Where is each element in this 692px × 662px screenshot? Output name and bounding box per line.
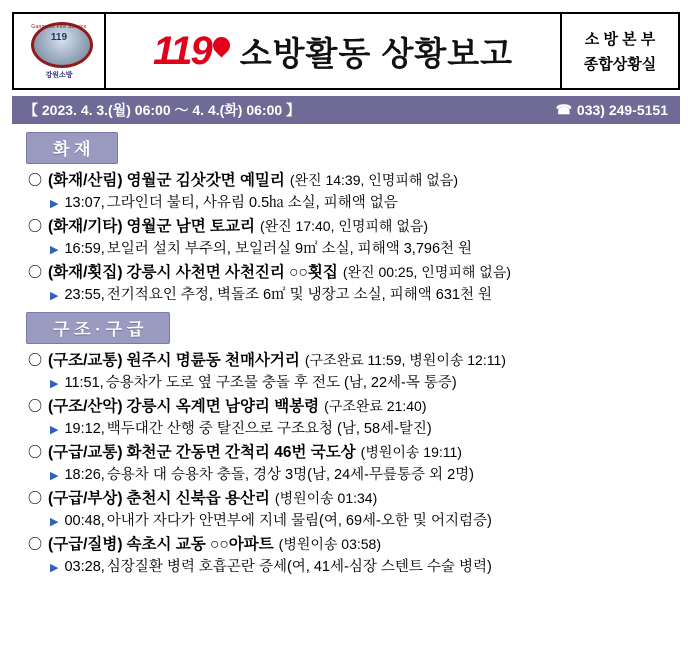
section-fire: [12, 132, 680, 304]
item-detail-text: 아내가 자다가 안면부에 지네 물림(여, 69세-오한 및 어지럼증): [106, 513, 492, 529]
item-detail-text: 보일러 설치 부주의, 보일러실 9㎡ 소실, 피해액 3,796천 원: [106, 241, 473, 257]
fire-item-list: [12, 168, 680, 304]
report-header: [12, 12, 680, 90]
item-detail: [12, 417, 680, 438]
item-detail: [12, 555, 680, 576]
triangle-bullet-icon: ▶: [50, 378, 59, 390]
list-item: [12, 168, 680, 212]
triangle-bullet-icon: ▶: [50, 516, 59, 528]
list-item: [12, 394, 680, 438]
list-item: [12, 440, 680, 484]
logo-119-text: 119: [153, 28, 211, 73]
item-detail-time: 23:55,: [64, 287, 105, 303]
list-item: [12, 532, 680, 576]
item-place: 영월군 남면 토교리: [126, 218, 255, 235]
org-line-1: 소 방 본 부: [584, 31, 656, 48]
org-line-2: 종합상황실: [583, 56, 657, 73]
circle-bullet-icon: 〇: [28, 490, 42, 506]
item-main: [12, 440, 680, 462]
list-item: [12, 260, 680, 304]
circle-bullet-icon: 〇: [28, 444, 42, 460]
item-place: 원주시 명륜동 천매사거리: [126, 352, 300, 369]
triangle-bullet-icon: ▶: [50, 290, 59, 302]
title-cell: [106, 14, 560, 88]
circle-bullet-icon: 〇: [28, 352, 42, 368]
item-main: [12, 348, 680, 370]
circle-bullet-icon: 〇: [28, 264, 42, 280]
logo-119-icon: [153, 29, 230, 74]
circle-bullet-icon: 〇: [28, 398, 42, 414]
list-item: [12, 486, 680, 530]
fire-service-emblem-icon: [23, 20, 95, 82]
item-status: (병원이송 03:58): [278, 536, 382, 552]
item-category: (구급/교통): [48, 444, 123, 461]
section-label-fire: 화 재: [26, 132, 118, 164]
item-detail-time: 03:28,: [64, 559, 105, 575]
item-main: [12, 486, 680, 508]
section-rescue-ems: [12, 312, 680, 576]
item-detail: [12, 283, 680, 304]
item-detail-time: 00:48,: [64, 513, 105, 529]
emblem-bottom-text: 강원소방: [45, 72, 73, 79]
item-detail: [12, 463, 680, 484]
item-detail-time: 18:26,: [64, 467, 105, 483]
item-category: (구조/교통): [48, 352, 123, 369]
item-detail-text: 백두대간 산행 중 탈진으로 구조요청 (남, 58세-탈진): [106, 421, 432, 437]
item-status: (완진 17:40, 인명피해 없음): [259, 218, 429, 234]
item-place: 강릉시 사천면 사천진리 ○○횟집: [126, 264, 338, 281]
item-place: 강릉시 옥계면 남양리 백봉령: [126, 398, 320, 415]
item-detail-time: 19:12,: [64, 421, 105, 437]
item-detail-text: 심장질환 병력 호흡곤란 증세(여, 41세-심장 스텐트 수술 병력): [106, 559, 492, 575]
item-status: (병원이송 19:11): [360, 444, 462, 460]
item-detail-text: 승용차 대 승용차 충돌, 경상 3명(남, 24세-무릎통증 외 2명): [106, 467, 474, 483]
phone-icon: ☎: [555, 102, 572, 117]
item-main: [12, 168, 680, 190]
item-main: [12, 394, 680, 416]
page-title: 소방활동 상황보고: [239, 34, 513, 72]
circle-bullet-icon: 〇: [28, 218, 42, 234]
period-bar: [12, 96, 680, 124]
item-place: 춘천시 신북읍 용산리: [126, 490, 270, 507]
item-category: (화재/산림): [48, 172, 123, 189]
item-status: (구조완료 11:59, 병원이송 12:11): [304, 352, 506, 368]
item-category: (화재/기타): [48, 218, 123, 235]
rescue-ems-item-list: [12, 348, 680, 576]
item-main: [12, 260, 680, 282]
item-detail-time: 16:59,: [64, 241, 105, 257]
item-detail-time: 13:07,: [64, 195, 105, 211]
item-detail: [12, 509, 680, 530]
triangle-bullet-icon: ▶: [50, 562, 59, 574]
org-cell: [560, 14, 678, 88]
item-place: 속초시 교동 ○○아파트: [126, 536, 274, 553]
item-place: 영월군 김삿갓면 예밀리: [126, 172, 285, 189]
list-item: [12, 214, 680, 258]
item-detail-time: 11:51,: [64, 375, 104, 391]
item-detail-text: 전기적요인 추정, 벽돌조 6㎡ 및 냉장고 소실, 피해액 631천 원: [106, 287, 493, 303]
triangle-bullet-icon: ▶: [50, 424, 59, 436]
item-category: (구조/산악): [48, 398, 123, 415]
item-detail: [12, 191, 680, 212]
item-category: (구급/질병): [48, 536, 123, 553]
triangle-bullet-icon: ▶: [50, 244, 59, 256]
item-status: (병원이송 01:34): [274, 490, 378, 506]
emblem-center-text: 119: [50, 32, 68, 43]
item-category: (화재/횟집): [48, 264, 123, 281]
item-detail: [12, 237, 680, 258]
contact-info: [556, 102, 668, 118]
period-text: 【 2023. 4. 3.(월) 06:00 ～ 4. 4.(화) 06:00 】: [24, 102, 301, 118]
emblem-cell: [14, 14, 106, 88]
item-main: [12, 214, 680, 236]
section-label-rescue-ems: 구 조 · 구 급: [26, 312, 170, 344]
emblem-top-text: Gangwon Fire Service: [31, 24, 87, 30]
item-detail-text: 그라인더 불티, 사유림 0.5㏊ 소실, 피해액 없음: [106, 195, 398, 211]
triangle-bullet-icon: ▶: [50, 470, 59, 482]
phone-number: 033) 249-5151: [576, 102, 668, 118]
item-main: [12, 532, 680, 554]
circle-bullet-icon: 〇: [28, 172, 42, 188]
item-status: (완진 14:39, 인명피해 없음): [289, 172, 458, 188]
circle-bullet-icon: 〇: [28, 536, 42, 552]
item-status: (완진 00:25, 인명피해 없음): [342, 264, 511, 280]
item-detail: [12, 371, 680, 392]
logo-flame-dot-icon: [209, 33, 233, 57]
item-category: (구급/부상): [48, 490, 123, 507]
item-detail-text: 승용차가 도로 옆 구조물 충돌 후 전도 (남, 22세-목 통증): [105, 375, 457, 391]
item-place: 화천군 간동면 간척리 46번 국도상: [126, 444, 356, 461]
item-status: (구조완료 21:40): [324, 398, 427, 414]
list-item: [12, 348, 680, 392]
triangle-bullet-icon: ▶: [50, 198, 59, 210]
